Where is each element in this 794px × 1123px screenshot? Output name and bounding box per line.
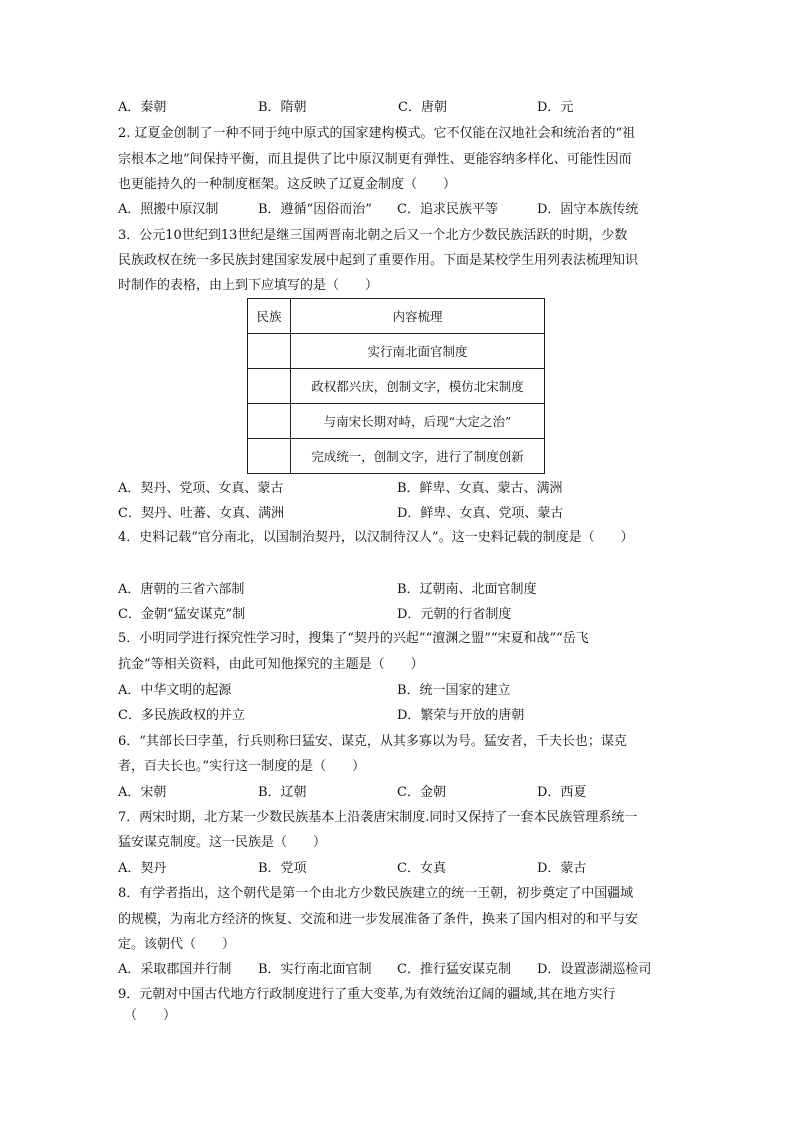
table-blank-cell xyxy=(248,404,291,439)
table-blank-cell xyxy=(248,369,291,404)
q3-text-line-2: 民族政权在统一多民族封建国家发展中起到了重要作用。下面是某校学生用列表法梳理知识 xyxy=(118,253,639,268)
q4-option-b[interactable]: B．辽朝南、北面官制度 xyxy=(397,582,537,597)
q5-text-line-1: 5．小明同学进行探究性学习时，搜集了“契丹的兴起”“澶渊之盟”“宋夏和战”“岳飞 xyxy=(118,631,589,646)
q3-option-d[interactable]: D．鲜卑、女真、党项、蒙古 xyxy=(397,506,564,521)
q7-option-c[interactable]: C．女真 xyxy=(397,861,446,876)
q6-option-a[interactable]: A．宋朝 xyxy=(118,785,167,800)
q1-option-a[interactable]: A．秦朝 xyxy=(118,100,167,115)
q2-text-line-2: 宗根本之地”间保持平衡，而且提供了比中原汉制更有弹性、更能容纳多样化、可能性因而 xyxy=(118,152,632,167)
q8-text-line-1: 8．有学者指出，这个朝代是第一个由北方少数民族建立的统一王朝，初步奠定了中国疆域 xyxy=(118,886,634,901)
q4-option-a[interactable]: A．唐朝的三省六部制 xyxy=(118,582,245,597)
q5-option-a[interactable]: A．中华文明的起源 xyxy=(118,683,232,698)
q1-option-c[interactable]: C．唐朝 xyxy=(398,100,447,115)
table-row xyxy=(248,404,545,439)
q7-option-a[interactable]: A．契丹 xyxy=(118,861,167,876)
q6-option-b[interactable]: B．辽朝 xyxy=(258,785,307,800)
q4-option-d[interactable]: D．元朝的行省制度 xyxy=(397,607,512,622)
table-header-row xyxy=(248,299,545,334)
q3-option-a[interactable]: A．契丹、党项、女真、蒙古 xyxy=(118,481,284,496)
table-cell-content: 与南宋长期对峙，后现“大定之治” xyxy=(291,404,545,439)
q2-option-a[interactable]: A．照搬中原汉制 xyxy=(118,202,219,217)
q5-text-line-2: 抗金”等相关资料，由此可知他探究的主题是（ ） xyxy=(118,657,424,672)
q6-option-d[interactable]: D．西夏 xyxy=(537,785,587,800)
q3-option-b[interactable]: B．鲜卑、女真、蒙古、满洲 xyxy=(397,481,563,496)
q4-text-line-1: 4．史料记载“官分南北，以国制治契丹，以汉制待汉人”。这一史料记载的制度是（ ） xyxy=(118,530,634,545)
q5-option-c[interactable]: C．多民族政权的并立 xyxy=(118,708,245,723)
q8-text-line-2: 的规模，为南北方经济的恢复、交流和进一步发展准备了条件，换来了国内相对的和平与安 xyxy=(118,912,639,927)
q3-option-c[interactable]: C．契丹、吐蕃、女真、满洲 xyxy=(118,506,284,521)
q7-text-line-2: 猛安谋克制度。这一民族是（ ） xyxy=(118,835,327,850)
q6-text-line-1: 6．“其部长曰孛堇，行兵则称曰猛安、谋克，从其多寡以为号。猛安者，千夫长也；谋克 xyxy=(118,734,627,749)
q1-option-b[interactable]: B．隋朝 xyxy=(258,100,307,115)
q2-text-line-3: 也更能持久的一种制度框架。这反映了辽夏金制度（ ） xyxy=(118,177,457,192)
q8-option-b[interactable]: B．实行南北面官制 xyxy=(258,962,372,977)
table-header-content: 内容梳理 xyxy=(291,299,545,334)
table-row xyxy=(248,334,545,369)
q8-option-a[interactable]: A．采取郡国并行制 xyxy=(118,962,232,977)
q6-text-line-2: 者，百夫长也。”实行这一制度的是（ ） xyxy=(118,759,366,774)
q5-option-d[interactable]: D．繁荣与开放的唐朝 xyxy=(397,708,525,723)
q2-text-line-1: 2. 辽夏金创制了一种不同于纯中原式的国家建构模式。它不仅能在汉地社会和统治者的“祖 xyxy=(118,126,636,141)
q8-option-c[interactable]: C．推行猛安谋克制 xyxy=(397,962,511,977)
q2-option-d[interactable]: D．固守本族传统 xyxy=(537,202,639,217)
q9-text-line-2: （ ） xyxy=(124,1008,177,1023)
q8-text-line-3: 定。该朝代（ ） xyxy=(118,937,236,952)
table-cell-content: 政权都兴庆，创制文字，模仿北宋制度 xyxy=(291,369,545,404)
q6-option-c[interactable]: C．金朝 xyxy=(397,785,446,800)
q4-option-c[interactable]: C．金朝“猛安谋克”制 xyxy=(118,607,246,622)
table-cell-content: 完成统一，创制文字，进行了制度创新 xyxy=(291,439,545,474)
table-cell-content: 实行南北面官制度 xyxy=(291,334,545,369)
table-blank-cell xyxy=(248,439,291,474)
q7-option-b[interactable]: B．党项 xyxy=(258,861,307,876)
q2-option-b[interactable]: B．遵循“因俗而治” xyxy=(258,202,372,217)
table-blank-cell xyxy=(248,334,291,369)
table-row xyxy=(248,369,545,404)
q7-option-d[interactable]: D．蒙古 xyxy=(537,861,587,876)
q3-table xyxy=(247,298,545,474)
q3-text-line-1: 3．公元10世纪到13世纪是继三国两晋南北朝之后又一个北方少数民族活跃的时期，少数 xyxy=(118,228,628,243)
q3-text-line-3: 时制作的表格，由上到下应填写的是（ ） xyxy=(118,278,379,293)
q9-text-line-1: 9．元朝对中国古代地方行政制度进行了重大变革,为有效统治辽阔的疆域,其在地方实行 xyxy=(118,987,616,1002)
q5-option-b[interactable]: B．统一国家的建立 xyxy=(397,683,511,698)
q8-option-d[interactable]: D．设置澎湖巡检司 xyxy=(537,962,652,977)
table-header-ethnic: 民族 xyxy=(248,299,291,334)
q7-text-line-1: 7．两宋时期，北方某一少数民族基本上沿袭唐宋制度.同时又保持了一套本民族管理系统一 xyxy=(118,810,638,825)
table-row xyxy=(248,439,545,474)
q1-option-d[interactable]: D．元 xyxy=(537,100,574,115)
q2-option-c[interactable]: C．追求民族平等 xyxy=(397,202,498,217)
